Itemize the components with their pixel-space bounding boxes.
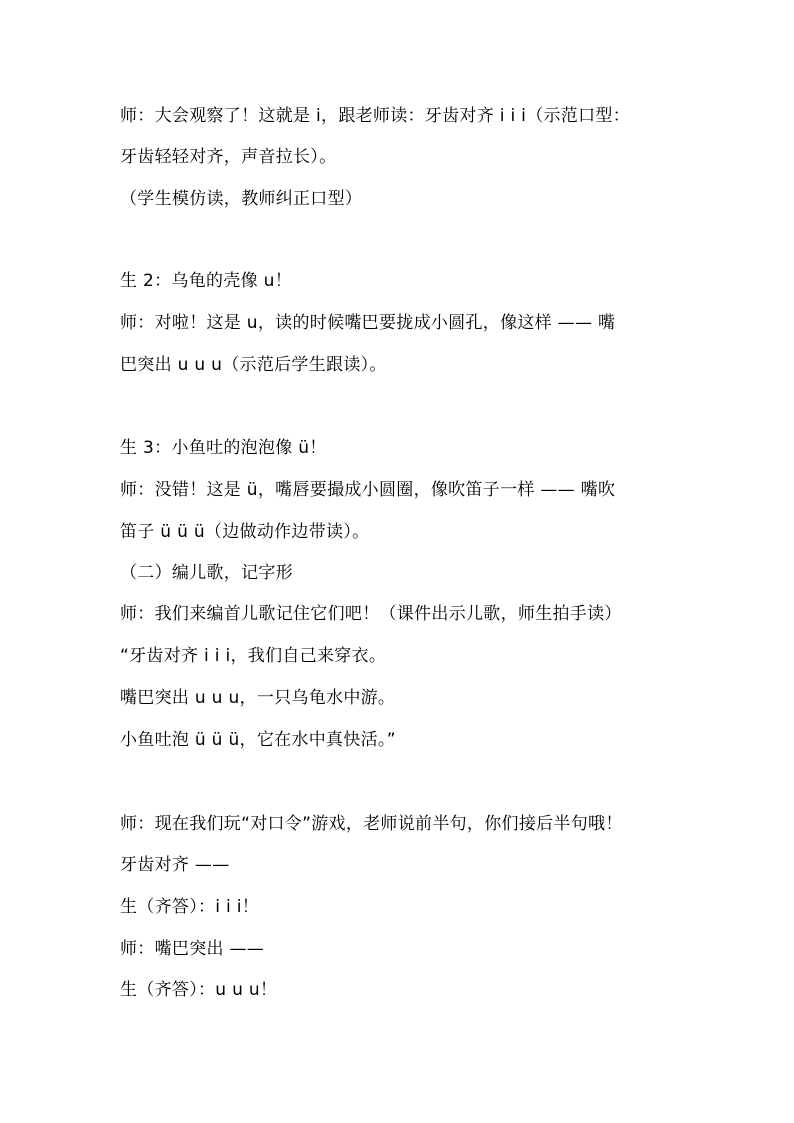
text-line: 师：现在我们玩“对口令”游戏，老师说前半句，你们接后半句哦！: [120, 814, 623, 834]
text-line: 嘴巴突出 u u u，一只乌龟水中游。: [120, 688, 396, 708]
text-line: “牙齿对齐 i i i，我们自己来穿衣。: [120, 646, 387, 666]
text-line: 小鱼吐泡 ü ü ü，它在水中真快活。”: [120, 730, 396, 750]
text-line: 巴突出 u u u（示范后学生跟读）。: [120, 355, 387, 375]
text-line: 牙齿轻轻对齐，声音拉长）。: [120, 147, 337, 167]
text-line: 牙齿对齐 ——: [120, 855, 230, 875]
text-line: 生（齐答）：u u u！: [120, 980, 278, 1000]
text-line: 师：对啦！这是 u，读的时候嘴巴要拢成小圆孔，像这样 —— 嘴: [120, 313, 616, 333]
text-line: 生 2：乌龟的壳像 u！: [120, 271, 292, 291]
text-line: 师：嘴巴突出 ——: [120, 939, 265, 959]
text-line: 师：没错！这是 ü，嘴唇要撮成小圆圈，像吹笛子一样 —— 嘴吹: [120, 480, 616, 500]
text-line: 生（齐答）：i i i！: [120, 897, 260, 917]
text-line: 师：我们来编首儿歌记住它们吧！（课件出示儿歌，师生拍手读）: [120, 604, 622, 624]
text-line: 生 3：小鱼吐的泡泡像 ü！: [120, 438, 327, 458]
text-line: 师：大会观察了！这就是 i，跟老师读：牙齿对齐 i i i（示范口型：: [120, 106, 631, 126]
section-heading: （二）编儿歌，记字形: [120, 563, 293, 583]
text-line: 笛子 ü ü ü（边做动作边带读）。: [120, 522, 370, 542]
text-line: （学生模仿读，教师纠正口型）: [120, 189, 363, 209]
